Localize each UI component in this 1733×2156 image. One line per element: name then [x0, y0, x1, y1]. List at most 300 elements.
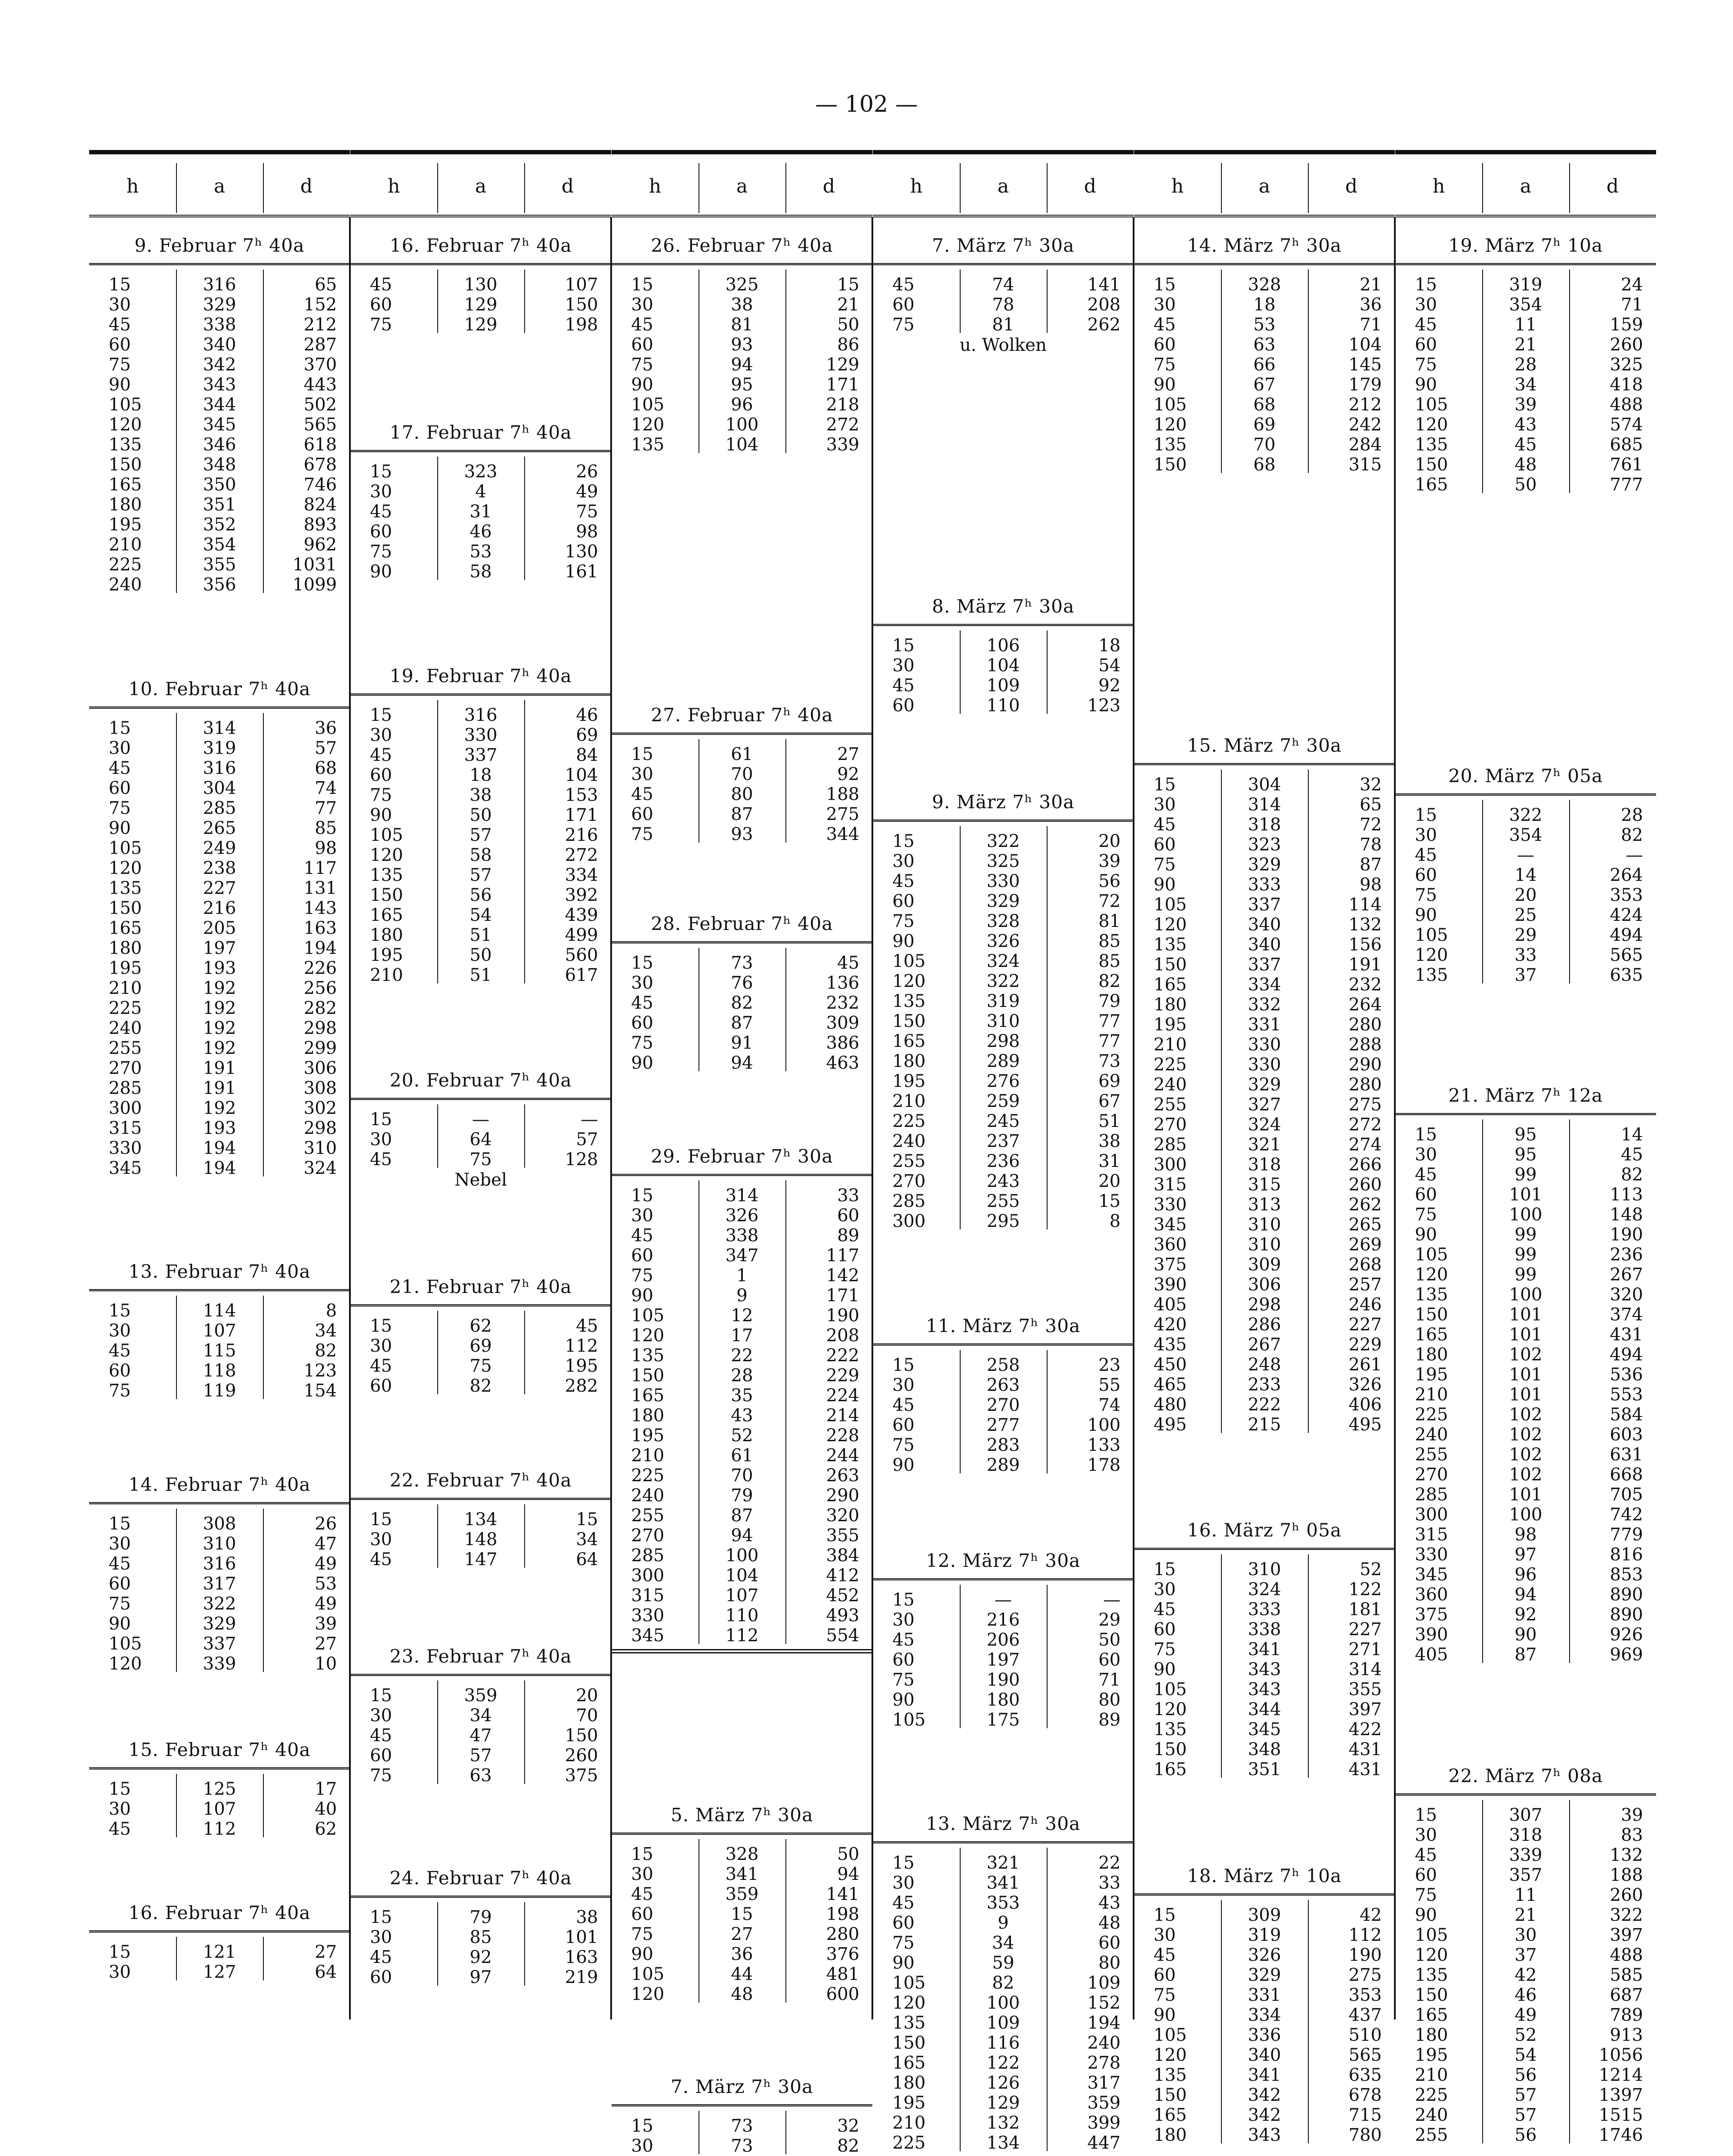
cell-a: 342 — [203, 355, 236, 375]
cell-d: 302 — [303, 1098, 337, 1118]
cell-d: 439 — [565, 905, 598, 925]
cell-a: 75 — [469, 1356, 492, 1376]
table-row — [350, 522, 611, 542]
cell-a: 310 — [1247, 1235, 1281, 1255]
cell-a: 9 — [998, 1913, 1009, 1933]
table-row — [89, 1962, 350, 1982]
cell-d: 310 — [303, 1138, 337, 1158]
cell-a: 322 — [203, 1594, 236, 1614]
table-row — [1395, 2085, 1656, 2105]
date-block — [350, 1639, 611, 1786]
table-row — [612, 1326, 872, 1346]
block-title: 9. Februar 7ʰ 40a — [89, 228, 350, 265]
cell-a: 53 — [469, 542, 492, 562]
block-title: 14. März 7ʰ 30a — [1134, 228, 1395, 265]
block-title: 28. Februar 7ʰ 40a — [612, 906, 872, 943]
cell-a: 63 — [469, 1766, 492, 1786]
cell-d: 67 — [1098, 1091, 1121, 1111]
cell-h: 300 — [1415, 1505, 1448, 1525]
table-row — [1134, 435, 1395, 455]
cell-a: 93 — [731, 824, 753, 844]
cell-a: 21 — [1514, 1905, 1537, 1925]
cell-h: 15 — [370, 705, 392, 725]
block-rows — [873, 626, 1134, 716]
cell-a: 321 — [986, 1853, 1020, 1873]
cell-h: 75 — [892, 1933, 915, 1953]
date-block — [89, 672, 350, 1178]
cell-h: 30 — [1415, 1145, 1437, 1165]
table-row — [612, 1844, 872, 1864]
cell-a: 81 — [992, 315, 1015, 335]
cell-h: 210 — [1415, 2065, 1448, 2085]
cell-d: 153 — [565, 785, 598, 805]
cell-d: 502 — [303, 395, 337, 415]
table-row — [873, 2013, 1134, 2033]
header-divider — [1308, 163, 1309, 213]
table-row — [89, 315, 350, 335]
cell-h: 30 — [631, 973, 653, 993]
header-divider — [1221, 163, 1222, 213]
cell-h: 45 — [370, 1947, 392, 1967]
table-row — [89, 938, 350, 958]
cell-d: 77 — [315, 798, 337, 818]
table-row — [873, 676, 1134, 696]
cell-d: 370 — [303, 355, 337, 375]
table-row — [89, 1614, 350, 1634]
header-d: d — [1345, 175, 1358, 197]
cell-a: 27 — [731, 1924, 753, 1944]
cell-a: 101 — [1509, 1325, 1543, 1345]
cell-h: 15 — [631, 1186, 653, 1206]
header-a: a — [1258, 175, 1271, 197]
table-row — [1134, 875, 1395, 895]
cell-d: 359 — [1087, 2093, 1121, 2113]
cell-a: 192 — [203, 1038, 236, 1058]
block-rows — [873, 1843, 1134, 2153]
cell-h: 180 — [370, 925, 403, 945]
cell-a: 42 — [1514, 1965, 1537, 1985]
cell-h: 180 — [1415, 2025, 1448, 2045]
cell-a: 58 — [469, 845, 492, 865]
cell-d: 39 — [1098, 851, 1121, 871]
cell-h: 60 — [1415, 1185, 1437, 1205]
cell-h: 60 — [892, 295, 915, 315]
header-h: h — [910, 175, 923, 197]
block-title: 10. Februar 7ʰ 40a — [89, 672, 350, 709]
cell-d: 631 — [1610, 1445, 1643, 1465]
cell-h: 90 — [370, 805, 392, 825]
cell-d: 618 — [303, 435, 337, 455]
cell-h: 120 — [1154, 915, 1187, 935]
cell-a: 92 — [1514, 1605, 1537, 1625]
table-row — [1134, 2125, 1395, 2145]
cell-d: 50 — [837, 1844, 859, 1864]
cell-d: 260 — [1610, 335, 1643, 355]
cell-d: 20 — [576, 1686, 598, 1706]
cell-h: 195 — [631, 1426, 665, 1446]
cell-h: 75 — [1154, 1639, 1176, 1659]
cell-h: 90 — [1415, 905, 1437, 925]
cell-a: 34 — [469, 1706, 492, 1726]
cell-d: 52 — [1360, 1560, 1382, 1580]
cell-a: 68 — [1253, 455, 1276, 475]
cell-a: 57 — [1514, 2105, 1537, 2125]
cell-a: 147 — [464, 1550, 498, 1570]
cell-d: 82 — [1098, 971, 1121, 991]
cell-h: 15 — [892, 1590, 915, 1610]
cell-a: 304 — [203, 778, 236, 798]
cell-d: 28 — [1621, 805, 1643, 825]
cell-a: 330 — [1247, 1055, 1281, 1075]
cell-h: 375 — [1154, 1255, 1187, 1275]
table-row — [1134, 1925, 1395, 1945]
table-row — [89, 1554, 350, 1574]
cell-d: 761 — [1610, 455, 1643, 475]
cell-d: 339 — [826, 435, 859, 455]
cell-d: 15 — [837, 275, 859, 295]
table-row — [873, 1171, 1134, 1191]
cell-a: 33 — [1514, 945, 1537, 965]
table-row — [873, 1953, 1134, 1973]
cell-a: 180 — [986, 1690, 1020, 1710]
cell-a: 56 — [469, 885, 492, 905]
cell-a: 95 — [1514, 1145, 1537, 1165]
cell-a: 94 — [731, 1526, 753, 1546]
cell-h: 120 — [892, 971, 926, 991]
cell-d: 80 — [1098, 1953, 1121, 1973]
cell-d: 150 — [565, 295, 598, 315]
cell-d: 264 — [1348, 995, 1382, 1015]
cell-a: 82 — [731, 993, 753, 1013]
cell-a: 134 — [986, 2133, 1020, 2153]
cell-a: 104 — [986, 656, 1020, 676]
cell-a: 277 — [986, 1415, 1020, 1435]
table-row — [1134, 275, 1395, 295]
cell-d: 82 — [837, 2136, 859, 2156]
cell-a: 340 — [203, 335, 236, 355]
cell-a: 43 — [731, 1406, 753, 1426]
cell-h: 165 — [1415, 2005, 1448, 2025]
cell-a: 325 — [986, 851, 1020, 871]
cell-a: 329 — [203, 295, 236, 315]
cell-h: 120 — [631, 1326, 665, 1346]
cell-a: 90 — [1514, 1625, 1537, 1645]
table-row — [1395, 1385, 1656, 1405]
cell-d: 278 — [1087, 2053, 1121, 2073]
cell-a: 96 — [731, 395, 753, 415]
cell-a: 99 — [1514, 1265, 1537, 1285]
cell-h: 15 — [1154, 1905, 1176, 1925]
cell-h: 30 — [1154, 1925, 1176, 1945]
cell-a: 326 — [986, 931, 1020, 951]
cell-d: 437 — [1348, 2005, 1382, 2025]
cell-h: 150 — [1154, 2085, 1187, 2105]
cell-h: 45 — [892, 1893, 915, 1913]
cell-d: 145 — [1348, 355, 1382, 375]
table-row — [873, 1893, 1134, 1913]
cell-d: 112 — [565, 1336, 598, 1356]
table-row — [1395, 1965, 1656, 1985]
cell-h: 465 — [1154, 1375, 1187, 1395]
table-row — [1134, 2105, 1395, 2125]
cell-d: 481 — [826, 1964, 859, 1984]
cell-h: 75 — [631, 824, 653, 844]
block-rows — [1134, 265, 1395, 475]
cell-h: 150 — [1415, 1985, 1448, 2005]
cell-h: 45 — [631, 1226, 653, 1246]
cell-a: 104 — [725, 1566, 759, 1586]
table-row — [350, 1746, 611, 1766]
table-row — [1395, 1845, 1656, 1865]
cell-a: 339 — [203, 1654, 236, 1674]
table-row — [350, 462, 611, 482]
cell-h: 285 — [1154, 1135, 1187, 1155]
cell-a: 329 — [1247, 1965, 1281, 1985]
block-rows — [612, 1176, 872, 1646]
cell-a: 319 — [986, 991, 1020, 1011]
cell-h: 45 — [1154, 1945, 1176, 1965]
cell-a: 193 — [203, 958, 236, 978]
cell-d: 20 — [1098, 831, 1121, 851]
table-row — [873, 971, 1134, 991]
cell-h: 225 — [1415, 1405, 1448, 1425]
cell-a: 30 — [1514, 1925, 1537, 1945]
table-row — [612, 1486, 872, 1506]
table-row — [612, 2116, 872, 2136]
cell-d: 554 — [826, 1626, 859, 1646]
cell-d: 74 — [1098, 1395, 1121, 1415]
table-row — [873, 1973, 1134, 1993]
cell-d: 687 — [1610, 1985, 1643, 2005]
cell-a: 342 — [1247, 2105, 1281, 2125]
cell-a: 68 — [1253, 395, 1276, 415]
block-title: 13. Februar 7ʰ 40a — [89, 1254, 350, 1291]
cell-a: 337 — [203, 1634, 236, 1654]
cell-h: 30 — [370, 1927, 392, 1947]
table-row — [89, 475, 350, 495]
cell-a: 325 — [725, 275, 759, 295]
cell-a: 4 — [475, 482, 486, 502]
cell-a: 50 — [1514, 475, 1537, 495]
cell-a: 350 — [203, 475, 236, 495]
cell-d: 962 — [303, 535, 337, 555]
table-column-3 — [612, 150, 872, 2156]
cell-d: — — [1626, 845, 1643, 865]
cell-d: 317 — [1087, 2073, 1121, 2093]
cell-h: 240 — [631, 1486, 665, 1506]
cell-a: 95 — [1514, 1125, 1537, 1145]
cell-a: 318 — [1247, 1155, 1281, 1175]
table-row — [612, 784, 872, 804]
cell-d: 422 — [1348, 1719, 1382, 1739]
header-d: d — [561, 175, 574, 197]
cell-a: 276 — [986, 1071, 1020, 1091]
cell-h: 75 — [370, 1766, 392, 1786]
table-row — [1134, 1135, 1395, 1155]
cell-h: 135 — [1415, 965, 1448, 985]
table-row — [1134, 815, 1395, 835]
cell-d: 893 — [303, 515, 337, 535]
header-d: d — [300, 175, 313, 197]
cell-a: 54 — [1514, 2045, 1537, 2065]
cell-h: 90 — [1154, 875, 1176, 895]
cell-a: 100 — [725, 1546, 759, 1566]
cell-d: 104 — [1348, 335, 1382, 355]
table-row — [612, 1246, 872, 1266]
cell-d: 27 — [837, 744, 859, 764]
cell-d: 969 — [1610, 1645, 1643, 1665]
table-row — [350, 1706, 611, 1726]
cell-h: 105 — [892, 1973, 926, 1993]
table-row — [612, 1446, 872, 1466]
table-row — [89, 978, 350, 998]
cell-a: 127 — [203, 1962, 236, 1982]
cell-a: 324 — [1247, 1115, 1281, 1135]
table-row — [350, 745, 611, 765]
cell-d: 746 — [303, 475, 337, 495]
cell-a: 79 — [731, 1486, 753, 1506]
cell-d: 62 — [315, 1819, 337, 1839]
cell-d: 38 — [1098, 1131, 1121, 1151]
cell-h: 45 — [370, 275, 392, 295]
block-rows — [612, 735, 872, 844]
table-row — [612, 1033, 872, 1053]
cell-d: 17 — [315, 1779, 337, 1799]
cell-h: 195 — [1415, 1365, 1448, 1385]
cell-d: 23 — [1098, 1355, 1121, 1375]
cell-h: 255 — [1415, 2125, 1448, 2145]
cell-a: 227 — [203, 878, 236, 898]
cell-d: 274 — [1348, 1135, 1382, 1155]
cell-a: 330 — [464, 725, 498, 745]
cell-h: 75 — [370, 315, 392, 335]
cell-h: 150 — [892, 1011, 926, 1031]
cell-h: 105 — [109, 1634, 142, 1654]
date-block — [89, 1254, 350, 1401]
column-separator — [871, 217, 873, 2019]
date-block — [350, 228, 611, 335]
cell-d: 1099 — [293, 575, 337, 595]
cell-a: 341 — [725, 1864, 759, 1884]
cell-a: 310 — [1247, 1215, 1281, 1235]
cell-a: 148 — [464, 1530, 498, 1550]
cell-a: 31 — [469, 502, 492, 522]
cell-a: 100 — [1509, 1505, 1543, 1525]
table-row — [873, 1710, 1134, 1730]
cell-h: 30 — [631, 1206, 653, 1226]
table-row — [1395, 1885, 1656, 1905]
table-row — [1134, 335, 1395, 355]
cell-a: 112 — [203, 1819, 236, 1839]
cell-d: 779 — [1610, 1525, 1643, 1545]
cell-a: 338 — [725, 1226, 759, 1246]
header-d: d — [1606, 175, 1619, 197]
cell-a: 330 — [986, 871, 1020, 891]
cell-a: 354 — [203, 535, 236, 555]
table-row — [1395, 1865, 1656, 1885]
cell-h: 450 — [1154, 1355, 1187, 1375]
cell-a: 48 — [1514, 455, 1537, 475]
cell-d: 299 — [303, 1038, 337, 1058]
cell-d: 78 — [1360, 835, 1382, 855]
cell-d: 150 — [565, 1726, 598, 1746]
table-row — [1395, 1345, 1656, 1365]
table-row — [89, 435, 350, 455]
cell-a: 333 — [1247, 875, 1281, 895]
table-row — [350, 295, 611, 315]
table-row — [612, 1286, 872, 1306]
table-row — [1134, 2065, 1395, 2085]
block-rows — [89, 1504, 350, 1674]
cell-d: 45 — [837, 953, 859, 973]
cell-h: 15 — [892, 636, 915, 656]
table-row — [350, 925, 611, 945]
cell-a: 9 — [736, 1286, 748, 1306]
cell-h: 90 — [1154, 2005, 1176, 2025]
cell-d: 104 — [565, 765, 598, 785]
cell-d: 51 — [1098, 1111, 1121, 1131]
cell-d: 132 — [1348, 915, 1382, 935]
cell-d: 87 — [1360, 855, 1382, 875]
table-row — [612, 1186, 872, 1206]
cell-h: 120 — [1415, 415, 1448, 435]
cell-d: 443 — [303, 375, 337, 395]
table-row — [873, 1630, 1134, 1650]
block-rows — [1395, 265, 1656, 495]
cell-d: 263 — [826, 1466, 859, 1486]
cell-h: 270 — [631, 1526, 665, 1546]
cell-d: 678 — [303, 455, 337, 475]
cell-a: 63 — [1253, 335, 1276, 355]
cell-d: 8 — [1109, 1211, 1121, 1231]
table-row — [612, 295, 872, 315]
cell-h: 15 — [109, 718, 131, 738]
cell-a: 125 — [203, 1779, 236, 1799]
cell-a: 359 — [725, 1884, 759, 1904]
cell-h: 165 — [109, 475, 142, 495]
cell-h: 150 — [1154, 1739, 1187, 1759]
cell-h: 45 — [1415, 845, 1437, 865]
cell-a: 285 — [203, 798, 236, 818]
cell-a: 61 — [731, 1446, 753, 1466]
cell-h: 105 — [631, 1964, 665, 1984]
cell-h: 60 — [370, 1967, 392, 1987]
date-block — [89, 228, 350, 595]
cell-d: 218 — [826, 395, 859, 415]
cell-a: 99 — [1514, 1165, 1537, 1185]
cell-a: 35 — [731, 1386, 753, 1406]
date-block — [612, 228, 872, 455]
cell-d: 431 — [1348, 1739, 1382, 1759]
cell-a: 334 — [1247, 975, 1281, 995]
cell-a: 322 — [986, 971, 1020, 991]
block-rows — [1395, 1115, 1656, 1665]
table-row — [1395, 2025, 1656, 2045]
cell-d: 100 — [1087, 1415, 1121, 1435]
column-separator — [349, 217, 351, 2019]
cell-h: 105 — [631, 1306, 665, 1326]
cell-d: 98 — [1360, 875, 1382, 895]
cell-h: 60 — [109, 1361, 131, 1381]
table-row — [1395, 1265, 1656, 1285]
cell-d: — — [581, 1110, 598, 1130]
table-row — [873, 911, 1134, 931]
cell-a: 304 — [1247, 775, 1281, 795]
cell-a: 107 — [725, 1586, 759, 1606]
cell-a: 132 — [986, 2113, 1020, 2133]
cell-h: 180 — [892, 2073, 926, 2093]
end-rule — [612, 1649, 872, 1653]
